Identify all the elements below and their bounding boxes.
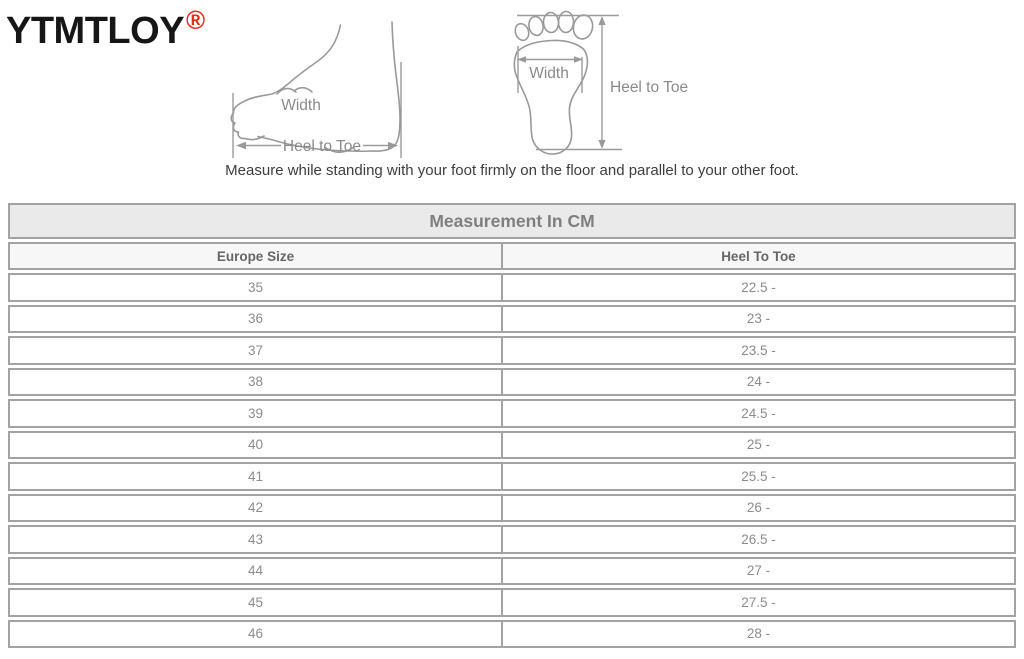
side-foot-arrowhead-left	[236, 142, 246, 149]
heel-to-toe-cell: 27 -	[502, 557, 1016, 586]
sole-foot-toe-4	[558, 11, 574, 33]
heel-to-toe-cell: 27.5 -	[502, 588, 1016, 617]
table-title-row	[8, 203, 1016, 239]
europe-size-cell: 42	[8, 494, 502, 523]
europe-size-cell: 37	[8, 336, 502, 365]
europe-size-cell: 35	[8, 273, 502, 302]
europe-size-cell: 41	[8, 462, 502, 491]
table-row	[8, 336, 1016, 365]
heel-to-toe-cell: 23.5 -	[502, 336, 1016, 365]
table-row	[8, 462, 1016, 491]
europe-size-cell: 36	[8, 305, 502, 334]
table-row	[8, 620, 1016, 649]
heel-to-toe-cell: 24.5 -	[502, 399, 1016, 428]
table-row	[8, 494, 1016, 523]
measure-instruction: Measure while standing with your foot firmly on the floor and parallel to your other foot.	[225, 162, 799, 179]
europe-size-cell: 39	[8, 399, 502, 428]
europe-size-cell: 43	[8, 525, 502, 554]
table-row	[8, 305, 1016, 334]
sole-foot-length-arrowhead-bottom	[598, 140, 605, 149]
europe-size-cell: 45	[8, 588, 502, 617]
sole-foot-length-arrowhead-top	[598, 16, 605, 25]
table-row	[8, 588, 1016, 617]
table-row	[8, 273, 1016, 302]
table-row	[8, 557, 1016, 586]
side-foot-heel-to-toe-label: Heel to Toe	[282, 138, 362, 155]
table-row	[8, 431, 1016, 460]
europe-size-cell: 38	[8, 368, 502, 397]
heel-to-toe-cell: 25 -	[502, 431, 1016, 460]
table-title: Measurement In CM	[8, 203, 1016, 239]
table-row	[8, 399, 1016, 428]
side-foot-width-label: Width	[281, 97, 321, 114]
sole-foot-heel-to-toe-label: Heel to Toe	[610, 79, 689, 96]
sole-foot-toe-2	[527, 15, 544, 36]
side-foot-heel-sole	[258, 22, 400, 151]
sole-foot-width-label: Width	[529, 65, 569, 82]
heel-to-toe-cell: 26.5 -	[502, 525, 1016, 554]
table-row	[8, 525, 1016, 554]
heel-to-toe-cell: 22.5 -	[502, 273, 1016, 302]
column-header-europe-size: Europe Size	[8, 242, 502, 270]
europe-size-cell: 40	[8, 431, 502, 460]
heel-to-toe-cell: 26 -	[502, 494, 1016, 523]
heel-to-toe-cell: 24 -	[502, 368, 1016, 397]
europe-size-cell: 46	[8, 620, 502, 649]
column-header-heel-to-toe: Heel To Toe	[502, 242, 1016, 270]
table-row	[8, 368, 1016, 397]
sole-foot-big-toe	[571, 13, 595, 40]
side-foot-toes	[231, 113, 264, 140]
table-header-row	[8, 242, 1016, 270]
brand-name: YTMTLOY	[6, 10, 185, 52]
registered-trademark-icon: ®	[186, 5, 206, 35]
heel-to-toe-cell: 23 -	[502, 305, 1016, 334]
side-foot-diagram	[231, 22, 401, 158]
heel-to-toe-cell: 28 -	[502, 620, 1016, 649]
sole-foot-diagram	[513, 11, 688, 154]
europe-size-cell: 44	[8, 557, 502, 586]
heel-to-toe-cell: 25.5 -	[502, 462, 1016, 491]
size-chart-table	[8, 200, 1016, 651]
